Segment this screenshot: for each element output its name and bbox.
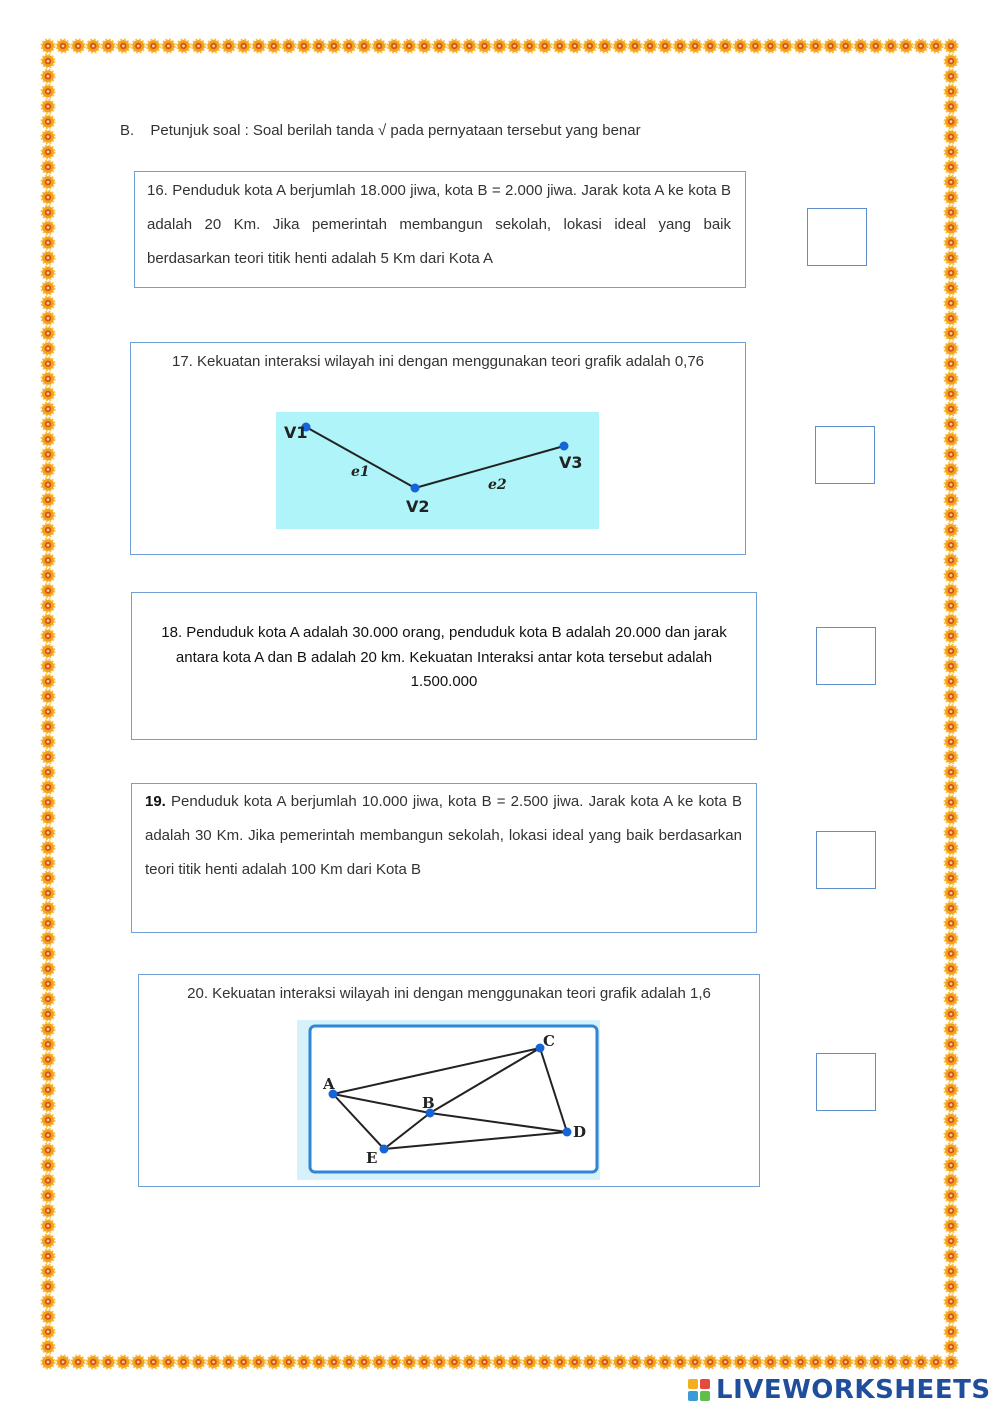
instruction-text: Petunjuk soal : Soal berilah tanda √ pada pernyataan tersebut yang benar bbox=[150, 122, 641, 139]
question-18-box bbox=[131, 592, 757, 740]
brand-name: LIVEWORKSHEETS bbox=[716, 1375, 991, 1405]
label-e2: e2 bbox=[488, 477, 507, 493]
label-v1: V1 bbox=[284, 423, 308, 442]
question-19-text: Penduduk kota A berjumlah 10.000 jiwa, kota B = 2.500 jiwa. Jarak kota A ke kota B adalah 30 Km. Jika pemerintah membangun sekolah, lokasi ideal yang baik berdasarkan teori titik henti adalah 100 Km dari Kota B bbox=[145, 793, 742, 878]
label-v3: V3 bbox=[559, 453, 583, 472]
node-e bbox=[380, 1145, 389, 1154]
question-20-text: 20. Kekuatan interaksi wilayah ini dengan menggunakan teori grafik adalah 1,6 bbox=[187, 985, 711, 1002]
node-v3 bbox=[560, 442, 569, 451]
label-d: D bbox=[573, 1123, 587, 1141]
question-20-checkbox[interactable] bbox=[816, 1053, 876, 1111]
question-17-checkbox[interactable] bbox=[815, 426, 875, 484]
label-e: E bbox=[366, 1149, 378, 1167]
question-18-checkbox[interactable] bbox=[816, 627, 876, 685]
question-16-checkbox[interactable] bbox=[807, 208, 867, 266]
question-19-box bbox=[131, 783, 757, 933]
node-d bbox=[563, 1128, 572, 1137]
question-17-text: 17. Kekuatan interaksi wilayah ini dengan menggunakan teori grafik adalah 0,76 bbox=[171, 353, 705, 370]
label-c: C bbox=[543, 1032, 555, 1050]
instruction-line bbox=[120, 122, 641, 139]
question-19-number: 19. bbox=[145, 793, 166, 810]
liveworksheets-logo[interactable] bbox=[688, 1373, 991, 1407]
graph-v1-v2-v3 bbox=[276, 412, 599, 529]
section-label: B. bbox=[120, 122, 135, 139]
question-16-box bbox=[134, 171, 746, 288]
label-v2: V2 bbox=[406, 497, 430, 516]
question-19-content bbox=[145, 785, 742, 887]
label-a: A bbox=[323, 1075, 335, 1093]
question-19-checkbox[interactable] bbox=[816, 831, 876, 889]
graph-a-b-c-d-e bbox=[297, 1020, 600, 1180]
question-18-text: 18. Penduduk kota A adalah 30.000 orang, penduduk kota B adalah 20.000 dan jarak antara kota A dan B adalah 20 km. Kekuatan Interaksi antar kota tersebut adalah 1.500.000 bbox=[161, 624, 727, 690]
label-e1: e1 bbox=[351, 464, 370, 480]
label-b: B bbox=[422, 1094, 435, 1112]
logo-grid-icon bbox=[688, 1379, 710, 1401]
question-16-text: 16. Penduduk kota A berjumlah 18.000 jiwa, kota B = 2.000 jiwa. Jarak kota A ke kota B adalah 20 Km. Jika pemerintah membangun sekolah, lokasi ideal yang baik berdasarkan teori titik henti adalah 5 Km dari Kota A bbox=[147, 182, 731, 267]
node-v2 bbox=[411, 484, 420, 493]
